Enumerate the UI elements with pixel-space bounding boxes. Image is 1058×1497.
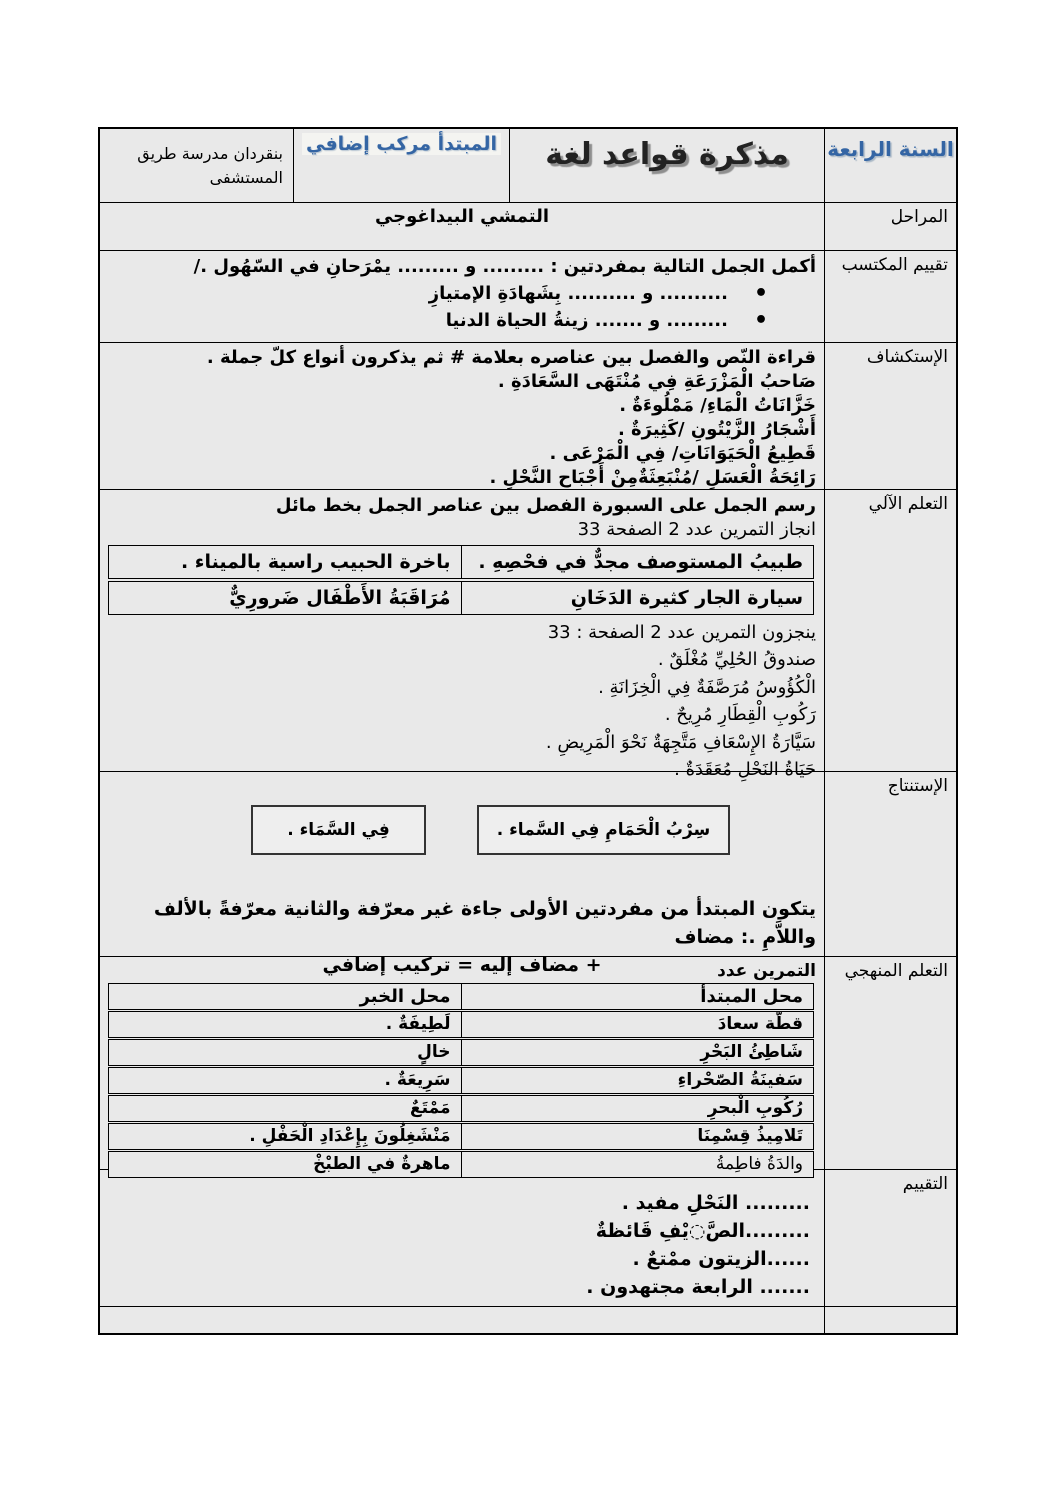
prior-assessment-row [100, 251, 956, 343]
table-row [108, 1123, 814, 1150]
cell-mobtada: شَاطِئُ البَحْرِ [461, 1040, 814, 1065]
methodical-exercise-title: التمرين عدد [717, 961, 816, 981]
section-label-exploration: الإستكشاف [824, 343, 956, 489]
cell-mobtada: والدَةُ فاطِمةُ [461, 1152, 814, 1177]
prior-bullet-2-text: • ......... و ....... زينةُ الحياة الدنيا [445, 310, 728, 331]
school-cell [100, 129, 293, 202]
evaluation-lines [108, 1173, 816, 1301]
cell-khabar: سَرِيعَةٌ . [384, 1070, 451, 1090]
column-header-khabar: محل الخبر [359, 986, 451, 1007]
prior-bullet-2 [108, 307, 816, 334]
section-label-stages: المراحل [824, 203, 956, 250]
stages-row [100, 203, 956, 251]
table-row [108, 1039, 814, 1066]
school-name: بنقردان مدرسة طريق المستشفى [137, 144, 283, 187]
table-cell-left: مُرَاقَبَةُ الأَطْفَال ضَرورِيٌّ [229, 587, 451, 609]
table-cell-left: باخرة الحبيب راسية بالميناء . [180, 551, 451, 573]
exploration-instruction: قراءة النّص والفصل بين عناصره بعلامة # ثم يذكرون أنواع كلّ جملة . [206, 347, 816, 368]
cell-khabar: خالٍ [417, 1042, 451, 1062]
table-row [108, 545, 814, 579]
section-label-prior-assessment: تقييم المكتسب [824, 251, 956, 342]
evaluation-line: ....... الرابعة مجتهدون . [586, 1276, 810, 1298]
cell-mobtada: قطّة سعادَ [461, 1012, 814, 1037]
grade-cell [824, 129, 956, 202]
prior-intro-line: أكمل الجمل التالية بمفردتين : ......... و ......... يمْرَحانِ في السّهُول ./ [193, 256, 816, 277]
auto-exercise-ref-2: ينجزون التمرين عدد 2 الصفحة : 33 [547, 622, 816, 643]
exploration-line: قَطِيعُ الْحَيَوَانَاتِ/ فِي الْمَرْعَى . [549, 443, 816, 464]
table-row [108, 581, 814, 615]
section-label-methodical: التعلم المنهجي [824, 957, 956, 1169]
cell-khabar: مَمْتَعٌ [410, 1098, 451, 1118]
lesson-plan-table [98, 127, 958, 1335]
cell-khabar: لَطِيفَةٌ . [385, 1014, 451, 1034]
prior-bullet-1 [108, 280, 816, 307]
evaluation-line: .........الصَّ◌يْفِ قَائظةٌ [595, 1220, 810, 1242]
table-row [108, 1067, 814, 1094]
empty-bottom-row [100, 1307, 956, 1333]
stages-value: التمشي البيداغوجي [374, 206, 550, 227]
evaluation-line: ......الزيتون ممْتعٌ . [632, 1248, 810, 1270]
methodical-table [108, 983, 814, 1178]
table-row [108, 1011, 814, 1038]
cell-mobtada: سَفينَةُ الصّحْراءِ [461, 1068, 814, 1093]
table-cell-right: سيارة الجار كثيرة الدَخَانِ [461, 582, 814, 614]
conclusion-rule-line-1: يتكون المبتدأ من مفردتين الأولى جاءة غير معرّفة والثانية معرّفةً بالألف واللاَّمِ .: مضاف [153, 898, 816, 948]
exploration-row [100, 343, 956, 490]
section-label-evaluation: التقييم [824, 1170, 956, 1306]
auto-instruction: رسم الجمل على السبورة الفصل بين عناصر الجمل بخط مائل [275, 495, 816, 516]
prior-bullet-1-text: • .......... و .......... بِشَهادَةِ الإمتيازِ [428, 283, 728, 304]
table-row [108, 1095, 814, 1122]
evaluation-line: ......... النَحْلِ مفيد . [621, 1192, 810, 1214]
section-label-auto-learning: التعلم الآلي [824, 490, 956, 771]
auto-learning-content [100, 490, 824, 780]
auto-sentences-table [108, 545, 814, 615]
auto-learning-row [100, 490, 956, 780]
header-row [100, 129, 956, 203]
exploration-line: أَشْجَارُ الزَّيْتُونِ /كَثِيرَةٌ . [617, 419, 816, 440]
auto-exercise-ref: انجاز التمرين عدد 2 الصفحة 33 [577, 519, 816, 540]
table-header-row [108, 983, 814, 1010]
conclusion-rule-line-2: + مضاف إليه = تركيب إضافي [322, 954, 602, 976]
cell-khabar: ماهرةٌ في الطبْخْ [313, 1154, 451, 1174]
empty-content-cell [100, 1307, 824, 1333]
auto-sentence: الْكُؤُوسُ مُرَصَّفَةٌ فِي الْخِزَانَةِ . [598, 676, 816, 698]
prior-assessment-content [100, 251, 824, 342]
exploration-line: رَائِحَةُ الْعَسَلِ /مُنْبَعِثَةٌمِنْ أَجْبَاح النَّحْلِ . [489, 467, 816, 488]
exploration-content [100, 343, 824, 489]
document-title: مذكرة قواعد لغة [545, 137, 789, 172]
lesson-topic-cell [293, 129, 509, 202]
section-label-conclusion: الإستنتاج [824, 772, 956, 956]
evaluation-content [100, 1170, 824, 1306]
methodical-learning-row [100, 957, 956, 1174]
conclusion-boxes-area [108, 775, 816, 895]
cell-khabar: مَنْشَغِلُونَ بِإِعْدَادِ الْحَفْلِ . [249, 1126, 451, 1146]
conclusion-box-phrase: فِي السَّمَاء . [251, 805, 426, 855]
auto-sentence: حَيَاةُ النَحْلِ مُعَقَدَةٌ . [674, 759, 816, 780]
grade-label: السنة الرابعة [827, 137, 954, 161]
table-cell-right: طبيبُ المستوصف مجدٌّ في فحْصِهِ . [461, 546, 814, 578]
auto-sentence: سَيَّارَةُ الإِسْعَافِ مَتَّجِهَةٌ نَحْوَ الْمَرِيضِ . [545, 731, 816, 753]
auto-sentence: رَكُوبِ الْقِطَارِ مُرِيحٌ . [664, 704, 816, 725]
lesson-topic: المبتدأ مركب إضافي [302, 133, 501, 155]
empty-label-cell [824, 1307, 956, 1333]
evaluation-row [100, 1170, 956, 1307]
auto-sentence: صندوقُ الحُلِيِّ مُغْلَقٌ . [657, 649, 816, 670]
cell-mobtada: رُكُوبِ الْبحرِ [461, 1096, 814, 1121]
exploration-line: صَاحبُ الْمَزْرَعَةِ فِي مُنْتَهَى السَّعَادَةِ . [497, 371, 816, 392]
exploration-line: خَزَّانَاتُ الْمَاءِ/ مَمْلُوءَةٌ . [619, 395, 816, 416]
conclusion-box-sentence: سِرْبُ الْحَمَامِ فِي السَّماء . [477, 805, 730, 855]
methodical-content [100, 957, 824, 1174]
cell-mobtada: تَلامِيذُ قِسْمِنَا [461, 1124, 814, 1149]
column-header-mobtada: محل المبتدأ [461, 984, 814, 1009]
document-title-cell [509, 129, 824, 202]
